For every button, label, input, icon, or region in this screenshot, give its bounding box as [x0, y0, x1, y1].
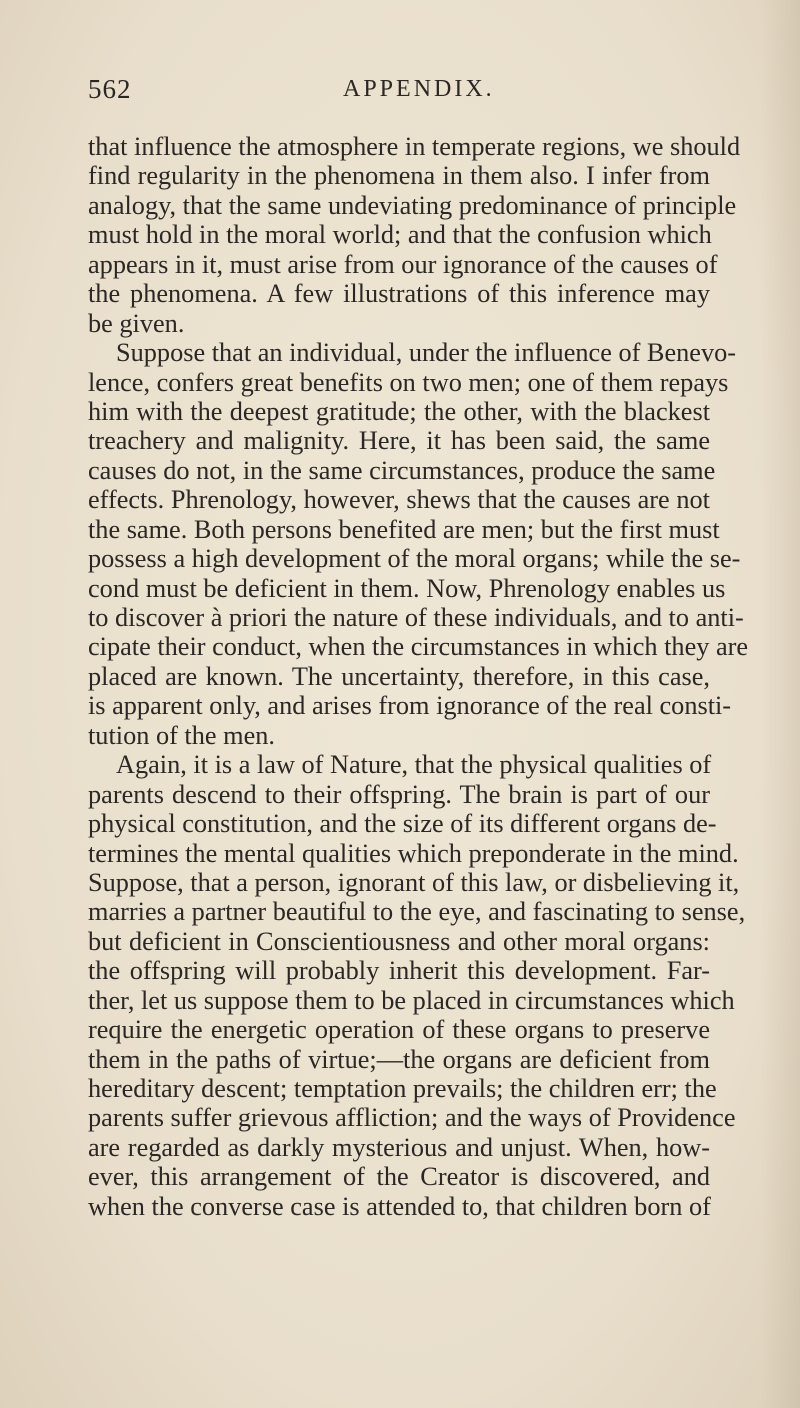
running-head: [88, 74, 708, 114]
text-line: the phenomena. A few illustrations of this inference may: [88, 279, 710, 309]
text-line: marries a partner beautiful to the eye, and fascinating to sense,: [88, 897, 746, 927]
text-line: find regularity in the phenomena in them also. I infer from: [88, 161, 710, 191]
text-line: ever, this arrangement of the Creator is discovered, and: [88, 1162, 710, 1192]
page-number: 562: [88, 74, 132, 104]
text-line: are regarded as darkly mysterious and unjust. When, how-: [88, 1132, 710, 1162]
text-line: parents descend to their offspring. The brain is part of our: [88, 779, 710, 809]
text-line: placed are known. The uncertainty, therefore, in this case,: [88, 661, 710, 691]
text-line: that influence the atmosphere in temperate regions, we should: [88, 132, 741, 161]
text-line: ther, let us suppose them to be placed in circumstances which: [88, 985, 735, 1015]
running-title: APPENDIX.: [343, 76, 495, 102]
text-line: effects. Phrenology, however, shews that the causes are not: [88, 485, 710, 515]
text-line: treachery and malignity. Here, it has been said, the same: [88, 426, 710, 456]
text-line: when the converse case is attended to, that children born of: [88, 1191, 711, 1221]
text-line: lence, confers great benefits on two men; one of them repays: [88, 367, 729, 397]
text-line: but deficient in Conscientiousness and other moral organs:: [88, 926, 710, 956]
text-line: them in the paths of virtue;—the organs are deficient from: [88, 1044, 710, 1074]
text-line: physical constitution, and the size of its different organs de-: [88, 809, 717, 839]
text-line: Suppose, that a person, ignorant of this law, or disbelieving it,: [88, 867, 740, 897]
text-line: the offspring will probably inherit this development. Far-: [88, 956, 710, 986]
text-line: tution of the men.: [88, 720, 275, 750]
text-line: causes do not, in the same circumstances, produce the same: [88, 455, 716, 485]
text-line: is apparent only, and arises from ignorance of the real consti-: [88, 691, 732, 721]
text-line: possess a high development of the moral organs; while the se-: [88, 544, 741, 574]
text-line: cond must be deficient in them. Now, Phrenology enables us: [88, 573, 726, 603]
text-line: must hold in the moral world; and that the confusion which: [88, 220, 712, 250]
paragraph-start-line: Suppose that an individual, under the influence of Benevo-: [116, 338, 737, 368]
paragraph-start-line: Again, it is a law of Nature, that the physical qualities of: [116, 750, 712, 780]
text-line: hereditary descent; temptation prevails; the children err; the: [88, 1074, 717, 1103]
text-line: cipate their conduct, when the circumstances in which they are: [88, 632, 749, 662]
text-line: appears in it, must arise from our ignorance of the causes of: [88, 249, 718, 279]
page-edge-shadow: [760, 0, 800, 1408]
text-line: to discover à priori the nature of these individuals, and to anti-: [88, 603, 744, 632]
text-line: require the energetic operation of these organs to preserve: [88, 1015, 710, 1045]
text-line: him with the deepest gratitude; the other, with the blackest: [88, 396, 710, 426]
text-line: termines the mental qualities which preponderate in the mind.: [88, 838, 739, 868]
text-line: the same. Both persons benefited are men; but the first must: [88, 514, 720, 544]
text-line: analogy, that the same undeviating predominance of principle: [88, 190, 737, 220]
text-line: be given.: [88, 308, 185, 338]
body-text: [88, 132, 749, 1221]
text-line: parents suffer grievous affliction; and the ways of Providence: [88, 1103, 736, 1133]
